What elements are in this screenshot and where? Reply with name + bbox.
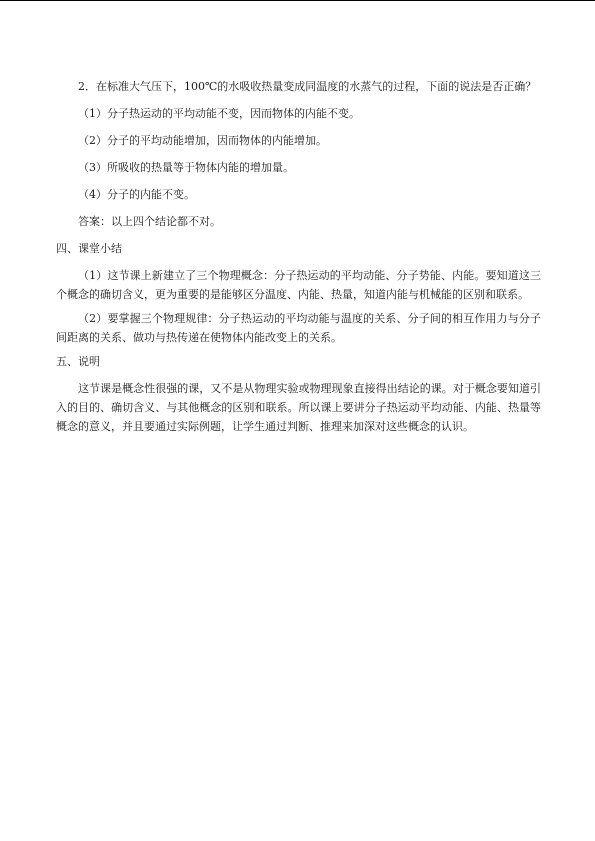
question-item-3: （3）所吸收的热量等于物体内能的增加量。 — [78, 161, 294, 174]
explanation-paragraph: 这节课是概念性很强的课，又不是从物理实验或物理现象直接得出结论的课。对于概念要知道引入的目的、确切含义、与其他概念的区别和联系。所以课上要讲分子热运动平均动能、内能、热量等概念的意义，并且要通过实际例题，让学生通过判断、推理来加深对这些概念的认识。 — [56, 382, 541, 433]
question-answer: 答案：以上四个结论都不对。 — [78, 215, 221, 228]
summary-paragraph-2: （2）要掌握三个物理规律：分子热运动的平均动能与温度的关系、分子间的相互作用力与分子间距离的关系、做功与热传递在使物体内能改变上的关系。 — [56, 312, 541, 344]
question-item-1: （1）分子热运动的平均动能不变，因而物体的内能不变。 — [78, 107, 360, 120]
question-item-4: （4）分子的内能不变。 — [78, 188, 195, 201]
explanation-heading: 五、说明 — [56, 355, 100, 368]
question-title: 2．在标准大气压下，100℃的水吸收热量变成同温度的水蒸气的过程，下面的说法是否正确？ — [78, 80, 537, 93]
summary-paragraph-1: （1）这节课上新建立了三个物理概念：分子热运动的平均动能、分子势能、内能。要知道这三个概念的确切含义，更为重要的是能够区分温度、内能、热量，知道内能与机械能的区别和联系。 — [56, 269, 541, 301]
document-body — [56, 77, 541, 436]
question-item-2: （2）分子的平均动能增加，因而物体的内能增加。 — [78, 134, 327, 147]
summary-heading: 四、课堂小结 — [56, 242, 122, 255]
page-top-rule — [0, 0, 595, 1]
